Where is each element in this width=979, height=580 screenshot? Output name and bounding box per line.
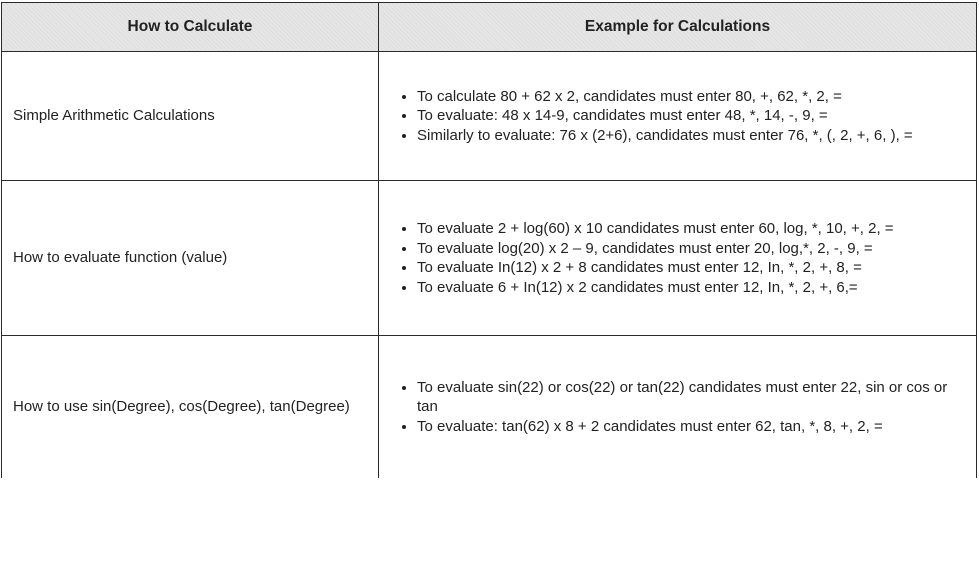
example-item: • To evaluate In(12) x 2 + 8 candidates must enter 12, In, *, 2, +, 8, = (417, 258, 962, 278)
example-item: • To evaluate sin(22) or cos(22) or tan(22) candidates must enter 22, sin or cos or tan (417, 378, 962, 417)
method-cell: Simple Arithmetic Calculations (2, 52, 379, 181)
example-list (399, 219, 962, 297)
example-item: • To calculate 80 + 62 x 2, candidates must enter 80, +, 62, *, 2, = (417, 87, 962, 107)
header-example-for-calculations: Example for Calculations (379, 3, 977, 52)
example-item: • To evaluate: 48 x 14-9, candidates must enter 48, *, 14, -, 9, = (417, 106, 962, 126)
method-cell: How to evaluate function (value) (2, 181, 379, 336)
calculation-guide-table (1, 2, 977, 478)
examples-cell (379, 52, 977, 181)
example-item: • To evaluate: tan(62) x 8 + 2 candidates must enter 62, tan, *, 8, +, 2, = (417, 417, 962, 437)
example-list (399, 378, 962, 437)
method-cell: How to use sin(Degree), cos(Degree), tan(Degree) (2, 336, 379, 479)
examples-cell (379, 181, 977, 336)
table-row (2, 336, 977, 479)
table-row (2, 52, 977, 181)
table-header-row (2, 3, 977, 52)
header-how-to-calculate: How to Calculate (2, 3, 379, 52)
example-item: • Similarly to evaluate: 76 x (2+6), candidates must enter 76, *, (, 2, +, 6, ), = (417, 126, 962, 146)
example-item: • To evaluate 6 + In(12) x 2 candidates must enter 12, In, *, 2, +, 6,= (417, 278, 962, 298)
examples-cell (379, 336, 977, 479)
table-row (2, 181, 977, 336)
example-item: • To evaluate 2 + log(60) x 10 candidates must enter 60, log, *, 10, +, 2, = (417, 219, 962, 239)
example-item: • To evaluate log(20) x 2 – 9, candidates must enter 20, log,*, 2, -, 9, = (417, 239, 962, 259)
example-list (399, 87, 962, 146)
